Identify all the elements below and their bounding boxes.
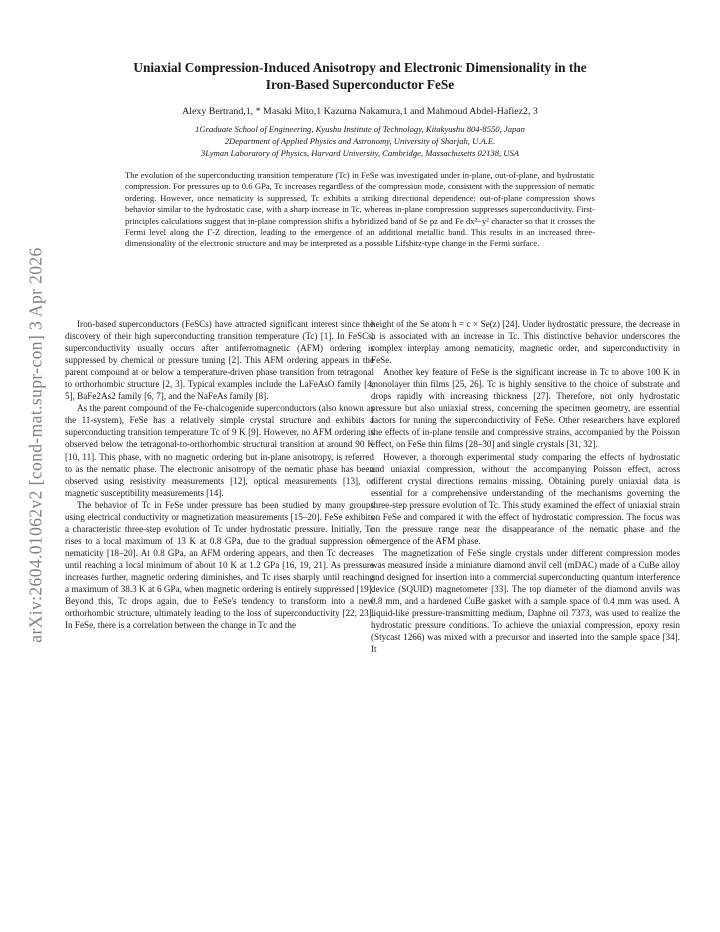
affiliation-3: 3Lyman Laboratory of Physics, Harvard University, Cambridge, Massachusetts 02138, USA: [200, 148, 520, 158]
affiliation-1: 1Graduate School of Engineering, Kyushu Institute of Technology, Kitakyushu 804-8550, Japan: [195, 124, 525, 134]
author-list: Alexy Bertrand,1, * Masaki Mito,1 Kazuma Nakamura,1 and Mahmoud Abdel-Hafiez2, 3: [182, 106, 538, 117]
title-line-1: Uniaxial Compression-Induced Anisotropy and Electronic Dimensionality in the: [133, 60, 587, 75]
title-line-2: Iron-Based Superconductor FeSe: [265, 77, 455, 92]
paragraph: As the parent compound of the Fe-chalcogenide superconductors (also known as the 11-system), FeSe has a relatively simple crystal structure and exhibits a superconducting transition temperature Tc of 9 K [9]. However, no AFM ordering is observed below the tetragonal-to-orthorhombic structural transition at around 90 K [10, 11]. This phase, with no magnetic ordering but in-plane anisotropy, is referred to as the nematic phase. The electronic anisotropy of the nematic phase has been observed using resistivity measurements [12], optical measurements [13], or magnetic susceptibility measurements [14].: [65, 403, 374, 498]
paper-title: [70, 59, 650, 93]
paragraph: The behavior of Tc in FeSe under pressure has been studied by many groups using electrical conductivity or magnetization measurements [15–20]. FeSe exhibits a characteristic three-step evolution of Tc under hydrostatic pressure. Initially, Tc rises to a local maximum of 13 K at 0.8 GPa, due to the gradual suppression of nematicity [18–20]. At 0.8 GPa, an AFM ordering appears, and then Tc decreases until reaching a local minimum of about 10 K at 1.2 GPa [16, 19, 21]. As pressure increases further, magnetic ordering diminishes, and Tc rises sharply until reaching a maximum of 38.3 K at 6 GPa, when magnetic ordering is entirely suppressed [19]. Beyond this, Tc drops again, due to FeSe's tendency to transform into a new orthorhombic structure, ultimately leading to the loss of superconductivity [22, 23]. In FeSe, there is a correlation between the change in Tc and the: [65, 499, 374, 631]
abstract: The evolution of the superconducting transition temperature (Tc) in FeSe was investigated under in-plane, out-of-plane, and hydrostatic compression. For pressures up to 0.6 GPa, Tc increases regardless of the compression mode, consistent with the suppression of nematic ordering. However, once nematicity is suppressed, Tc exhibits a striking directional dependence: out-of-plane compression shows behavior similar to the hydrostatic case, with a sharp increase in Tc, whereas in-plane compression suppresses superconductivity. First-principles calculations suggest that in-plane compression shifts a hybridized band of Se pz and Fe dx²−y² character so that it crosses the Fermi level along the Γ-Z direction, leading to the emergence of an additional metallic band. This results in an increased three-dimensionality of the electronic structure and may be interpreted as a possible Lifshitz-type change in the Fermi surface.: [125, 170, 595, 249]
body-right-column: [371, 318, 680, 655]
paragraph: height of the Se atom h = c × Se(z) [24]. Under hydrostatic pressure, the decrease in h is associated with an increase in Tc. This distinctive behavior underscores the complex interplay among nematicity, magnetic order, and superconductivity in FeSe.: [371, 319, 680, 366]
paragraph: However, a thorough experimental study comparing the effects of hydrostatic and uniaxial compression, without the accompanying Poisson effect, across different crystal directions remains missing. Obtaining purely uniaxial data is essential for a comprehensive understanding of the mechanisms governing the three-step pressure evolution of Tc. This study examined the effect of uniaxial strain on FeSe and compared it with the effect of hydrostatic compression. The focus was on the pressure range near the disappearance of the nematic phase and the emergence of the AFM phase.: [371, 451, 680, 546]
paragraph: The magnetization of FeSe single crystals under different compression modes was measured inside a miniature diamond anvil cell (mDAC) made of a CuBe alloy and designed for insertion into a commercial superconducting quantum interference device (SQUID) magnetometer [33]. The top diameter of the diamond anvils was 0.8 mm, and a hardened CuBe gasket with a sample space of 0.4 mm was used. A liquid-like pressure-transmitting medium, Daphne oil 7373, was used to realize the hydrostatic pressure conditions. To achieve the uniaxial compression, epoxy resin (Stycast 1266) was mixed with a precursor and inserted into the sample space [34]. It: [371, 547, 680, 655]
paragraph: Iron-based superconductors (FeSCs) have attracted significant interest since the discovery of their high superconducting transition temperature (Tc) [1]. In FeSCs, superconductivity usually occurs after antiferromagnetic (AFM) ordering is suppressed by chemical or pressure tuning [2]. This AFM ordering appears in the parent compound at or below a temperature-driven phase transition from tetragonal to orthorhombic structure [2, 3]. Typical examples include the LaFeAsO family [4, 5], BaFe2As2 family [6, 7], and the NaFeAs family [8].: [65, 319, 374, 402]
paragraph: Another key feature of FeSe is the significant increase in Tc to above 100 K in monolayer thin films [25, 26]. Tc is highly sensitive to the choice of substrate and drops rapidly with increasing thickness [27]. Therefore, not only hydrostatic pressure but also uniaxial stress, concerning the specimen geometry, are essential factors for tuning the superconductivity of FeSe. Other researchers have explored the effects of in-plane tensile and compressive strains, accompanied by the Poisson effect, on FeSe thin films [28–30] and single crystals [31, 32].: [371, 367, 680, 450]
affiliation-2: 2Department of Applied Physics and Astronomy, University of Sharjah, U.A.E.: [224, 136, 496, 146]
body-left-column: [65, 318, 374, 631]
arxiv-identifier-stamp: [22, 210, 50, 680]
arxiv-identifier-text: arXiv:2604.01062v2 [cond-mat.supr-con] 3 Apr 2026: [25, 247, 46, 643]
